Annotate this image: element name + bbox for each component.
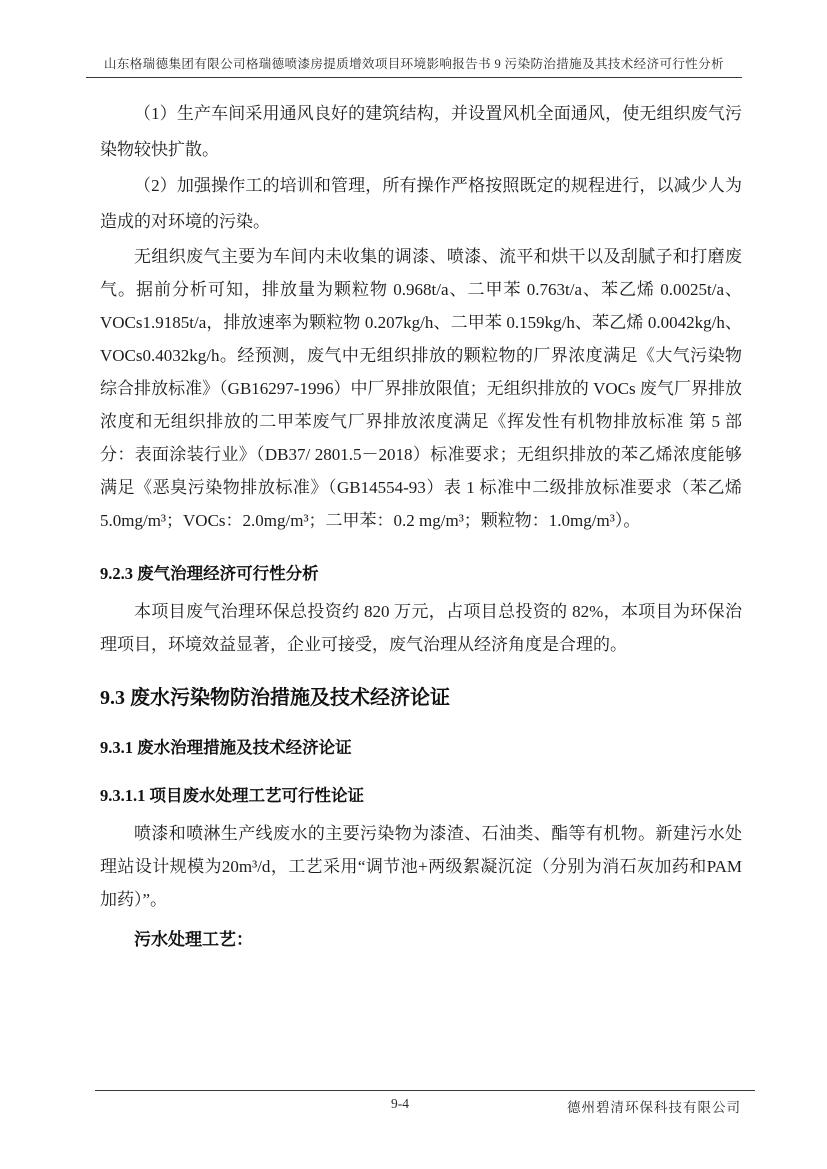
paragraph-fugitive-emissions: 无组织废气主要为车间内未收集的调漆、喷漆、流平和烘干以及刮腻子和打磨废气。据前分析可知，排放量为颗粒物 0.968t/a、二甲苯 0.763t/a、苯乙烯 0.0025t/a、VOCs1.9185t/a，排放速率为颗粒物 0.207kg/h、二甲苯 0.159kg/h、苯乙烯 0.0042kg/h、VOCs0.4032kg/h。经预测，废气中无组织排放的颗粒物的厂界浓度满足《大气污染物综合排放标准》（GB16297-1996）中厂界排放限值；无组织排放的 VOCs 废气厂界排放浓度和无组织排放的二甲苯废气厂界排放浓度满足《挥发性有机物排放标准 第 5 部分：表面涂装行业》（DB37/ 2801.5－2018）标准要求；无组织排放的苯乙烯浓度能够满足《恶臭污染物排放标准》（GB14554-93）表 1 标准中二级排放标准要求（苯乙烯 5.0mg/m³；VOCs：2.0mg/m³；二甲苯：0.2 mg/m³；颗粒物：1.0mg/m³）。 xyxy=(100,247,742,530)
section-heading-9-3-1-1: 9.3.1.1 项目废水处理工艺可行性论证 xyxy=(100,786,364,805)
running-header: 山东格瑞德集团有限公司格瑞德喷漆房提质增效项目环境影响报告书 9 污染防治措施及其技术经济可行性分析 xyxy=(86,54,742,78)
paragraph-training-measure: （2）加强操作工的培训和管理，所有操作严格按照既定的规程进行，以减少人为造成的对环境的污染。 xyxy=(100,176,742,231)
section-heading-9-3-1: 9.3.1 废水治理措施及技术经济论证 xyxy=(100,738,352,757)
section-heading-9-2-3: 9.2.3 废气治理经济可行性分析 xyxy=(100,564,319,583)
paragraph-ventilation-measure: （1）生产车间采用通风良好的建筑结构，并设置风机全面通风，使无组织废气污染物较快扩散。 xyxy=(100,104,742,159)
section-heading-9-3: 9.3 废水污染物防治措施及技术经济论证 xyxy=(100,687,450,709)
paragraph-economic-feasibility: 本项目废气治理环保总投资约 820 万元，占项目总投资的 82%，本项目为环保治理项目，环境效益显著，企业可接受，废气治理从经济角度是合理的。 xyxy=(100,602,742,654)
label-sewage-treatment-process: 污水处理工艺： xyxy=(134,930,253,949)
page-footer xyxy=(95,1090,755,1120)
page-number: 9-4 xyxy=(391,1096,409,1111)
paragraph-wastewater-process: 喷漆和喷淋生产线废水的主要污染物为漆渣、石油类、酯等有机物。新建污水处理站设计规模为20m³/d，工艺采用“调节池+两级絮凝沉淀（分别为消石灰加药和PAM加药）”。 xyxy=(100,824,742,909)
page-body xyxy=(100,96,742,958)
footer-company-name: 德州碧清环保科技有限公司 xyxy=(567,1100,741,1115)
